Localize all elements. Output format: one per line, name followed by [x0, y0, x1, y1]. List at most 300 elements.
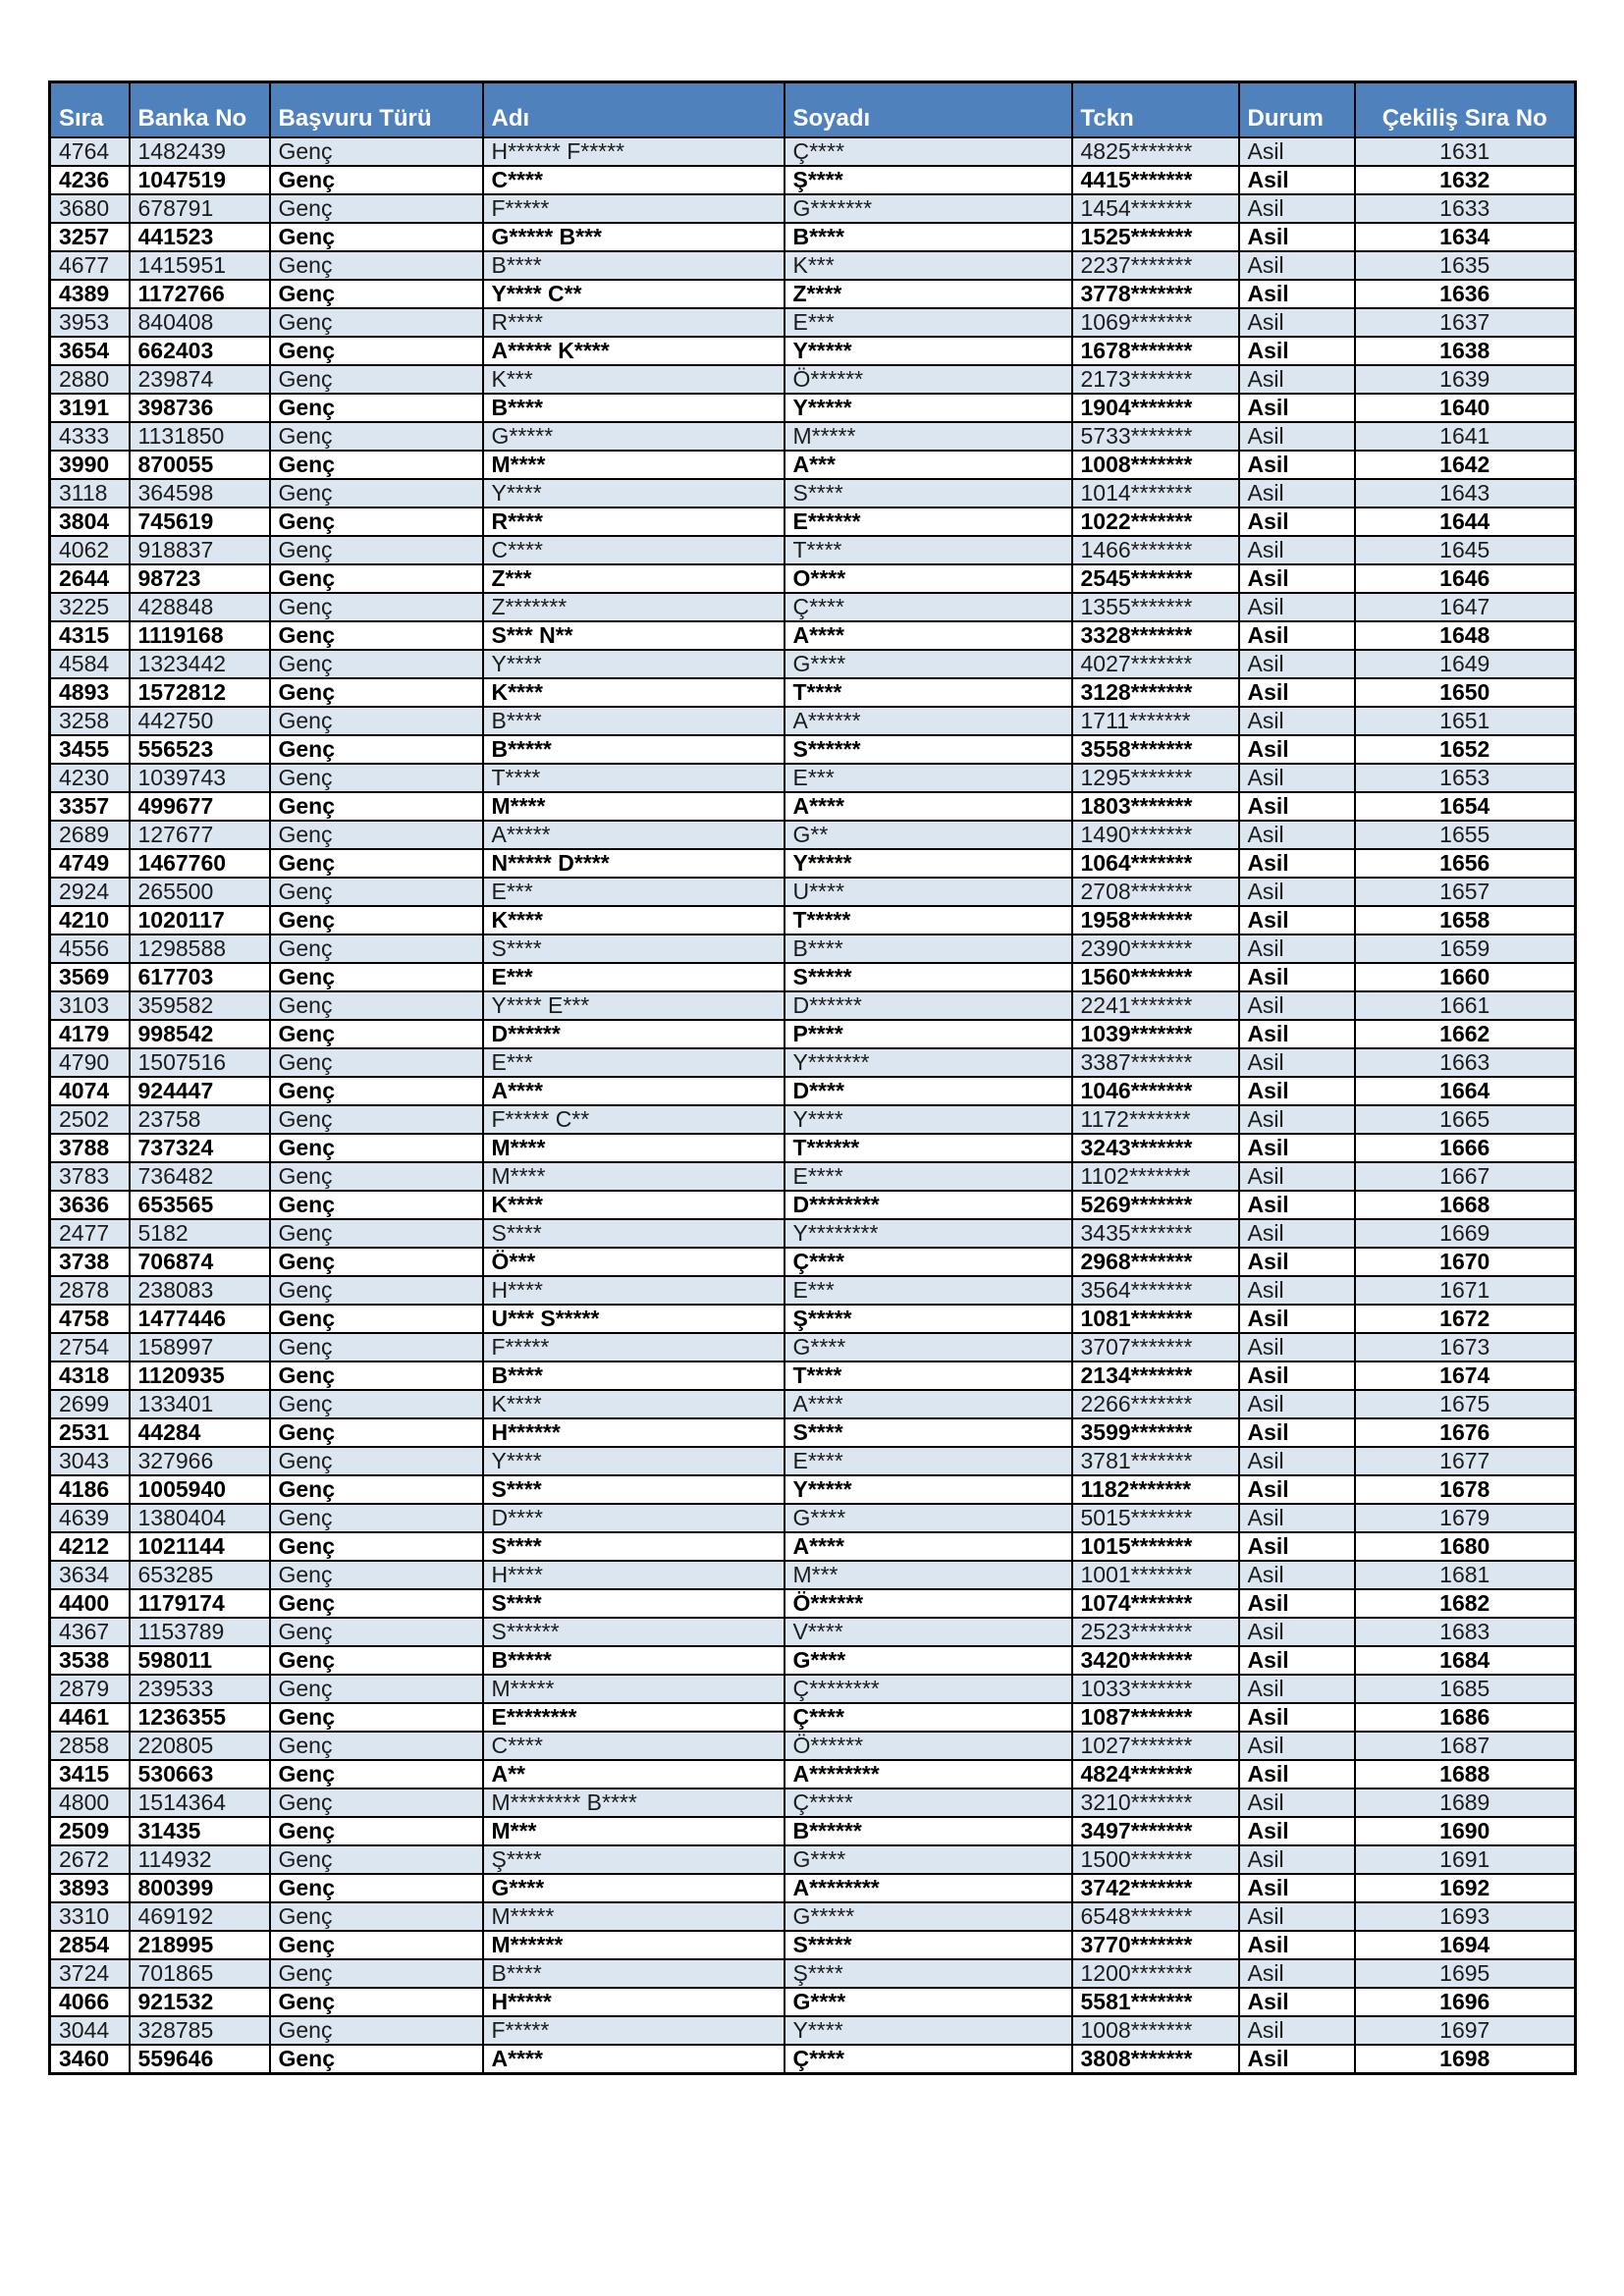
cell-tckn: 3128******* [1072, 678, 1239, 707]
cell-banka-no: 559646 [130, 2045, 270, 2074]
cell-adi: E*** [483, 963, 785, 991]
table-row [50, 764, 1576, 792]
cell-banka-no: 530663 [130, 1760, 270, 1789]
cell-adi: S**** [483, 1475, 785, 1504]
cell-sira: 4800 [50, 1789, 130, 1817]
cell-banka-no: 662403 [130, 337, 270, 365]
cell-durum: Asil [1239, 394, 1355, 422]
cell-basvuru-turu: Genç [270, 1447, 483, 1475]
cell-soyadi: Ş**** [785, 1959, 1072, 1988]
cell-adi: M**** [483, 792, 785, 821]
cell-adi: K*** [483, 365, 785, 394]
table-row [50, 1020, 1576, 1048]
table-row [50, 1362, 1576, 1390]
cell-basvuru-turu: Genç [270, 564, 483, 593]
cell-basvuru-turu: Genç [270, 1817, 483, 1845]
cell-banka-no: 1047519 [130, 166, 270, 194]
cell-banka-no: 218995 [130, 1931, 270, 1959]
cell-adi: R**** [483, 308, 785, 337]
cell-basvuru-turu: Genç [270, 1248, 483, 1276]
table-row [50, 1703, 1576, 1732]
cell-sira: 2477 [50, 1219, 130, 1248]
cell-sira: 3225 [50, 593, 130, 621]
table-row [50, 280, 1576, 308]
table-row [50, 821, 1576, 849]
cell-durum: Asil [1239, 507, 1355, 536]
table-row [50, 1817, 1576, 1845]
table-row [50, 1646, 1576, 1675]
cell-basvuru-turu: Genç [270, 678, 483, 707]
cell-soyadi: M*** [785, 1561, 1072, 1589]
cell-adi: C**** [483, 166, 785, 194]
table-row [50, 536, 1576, 564]
cell-soyadi: E*** [785, 764, 1072, 792]
cell-cekilis-sira-no: 1645 [1355, 536, 1576, 564]
cell-basvuru-turu: Genç [270, 1390, 483, 1418]
cell-banka-no: 1380404 [130, 1504, 270, 1532]
cell-adi: H****** F***** [483, 137, 785, 166]
cell-basvuru-turu: Genç [270, 251, 483, 280]
cell-basvuru-turu: Genç [270, 1561, 483, 1589]
table-row [50, 906, 1576, 934]
cell-soyadi: E**** [785, 1447, 1072, 1475]
cell-cekilis-sira-no: 1681 [1355, 1561, 1576, 1589]
table-row [50, 1475, 1576, 1504]
cell-soyadi: O**** [785, 564, 1072, 593]
cell-sira: 4677 [50, 251, 130, 280]
cell-adi: M**** [483, 1162, 785, 1191]
cell-tckn: 5581******* [1072, 1988, 1239, 2016]
cell-adi: D****** [483, 1020, 785, 1048]
cell-basvuru-turu: Genç [270, 1874, 483, 1902]
cell-basvuru-turu: Genç [270, 1532, 483, 1561]
cell-basvuru-turu: Genç [270, 2016, 483, 2045]
table-row [50, 1675, 1576, 1703]
cell-basvuru-turu: Genç [270, 1675, 483, 1703]
cell-cekilis-sira-no: 1643 [1355, 479, 1576, 507]
cell-durum: Asil [1239, 1418, 1355, 1447]
cell-cekilis-sira-no: 1653 [1355, 764, 1576, 792]
table-row [50, 1789, 1576, 1817]
cell-basvuru-turu: Genç [270, 223, 483, 251]
cell-cekilis-sira-no: 1678 [1355, 1475, 1576, 1504]
cell-cekilis-sira-no: 1691 [1355, 1845, 1576, 1874]
cell-cekilis-sira-no: 1646 [1355, 564, 1576, 593]
cell-tckn: 4825******* [1072, 137, 1239, 166]
cell-cekilis-sira-no: 1648 [1355, 621, 1576, 650]
cell-basvuru-turu: Genç [270, 1902, 483, 1931]
cell-soyadi: Ö****** [785, 1589, 1072, 1618]
cell-cekilis-sira-no: 1696 [1355, 1988, 1576, 2016]
cell-banka-no: 328785 [130, 2016, 270, 2045]
cell-cekilis-sira-no: 1656 [1355, 849, 1576, 878]
cell-sira: 3103 [50, 991, 130, 1020]
cell-soyadi: A**** [785, 792, 1072, 821]
cell-sira: 4639 [50, 1504, 130, 1532]
cell-durum: Asil [1239, 308, 1355, 337]
cell-cekilis-sira-no: 1662 [1355, 1020, 1576, 1048]
cell-cekilis-sira-no: 1692 [1355, 1874, 1576, 1902]
cell-durum: Asil [1239, 1703, 1355, 1732]
cell-durum: Asil [1239, 2016, 1355, 2045]
cell-basvuru-turu: Genç [270, 764, 483, 792]
cell-soyadi: A**** [785, 1532, 1072, 1561]
cell-banka-no: 706874 [130, 1248, 270, 1276]
cell-sira: 2854 [50, 1931, 130, 1959]
cell-banka-no: 327966 [130, 1447, 270, 1475]
cell-soyadi: V**** [785, 1618, 1072, 1646]
cell-banka-no: 1005940 [130, 1475, 270, 1504]
cell-sira: 4893 [50, 678, 130, 707]
cell-banka-no: 556523 [130, 735, 270, 764]
cell-sira: 4367 [50, 1618, 130, 1646]
cell-sira: 3310 [50, 1902, 130, 1931]
cell-cekilis-sira-no: 1644 [1355, 507, 1576, 536]
cell-sira: 3990 [50, 451, 130, 479]
cell-soyadi: Y***** [785, 849, 1072, 878]
cell-basvuru-turu: Genç [270, 479, 483, 507]
cell-cekilis-sira-no: 1634 [1355, 223, 1576, 251]
cell-durum: Asil [1239, 536, 1355, 564]
cell-basvuru-turu: Genç [270, 337, 483, 365]
cell-cekilis-sira-no: 1660 [1355, 963, 1576, 991]
cell-adi: C**** [483, 536, 785, 564]
cell-tckn: 3558******* [1072, 735, 1239, 764]
table-row [50, 166, 1576, 194]
cell-cekilis-sira-no: 1647 [1355, 593, 1576, 621]
cell-soyadi: B**** [785, 934, 1072, 963]
cell-basvuru-turu: Genç [270, 707, 483, 735]
cell-tckn: 1022******* [1072, 507, 1239, 536]
cell-banka-no: 158997 [130, 1333, 270, 1362]
cell-sira: 2858 [50, 1732, 130, 1760]
cell-tckn: 4415******* [1072, 166, 1239, 194]
cell-banka-no: 44284 [130, 1418, 270, 1447]
cell-soyadi: S**** [785, 479, 1072, 507]
cell-banka-no: 840408 [130, 308, 270, 337]
cell-basvuru-turu: Genç [270, 1789, 483, 1817]
cell-soyadi: E*** [785, 308, 1072, 337]
cell-banka-no: 1153789 [130, 1618, 270, 1646]
cell-adi: M****** [483, 1931, 785, 1959]
cell-tckn: 1033******* [1072, 1675, 1239, 1703]
cell-soyadi: Y**** [785, 1105, 1072, 1134]
cell-basvuru-turu: Genç [270, 422, 483, 451]
cell-basvuru-turu: Genç [270, 1362, 483, 1390]
cell-banka-no: 398736 [130, 394, 270, 422]
cell-banka-no: 1120935 [130, 1362, 270, 1390]
cell-soyadi: S***** [785, 1931, 1072, 1959]
cell-tckn: 1490******* [1072, 821, 1239, 849]
cell-adi: F***** [483, 2016, 785, 2045]
cell-banka-no: 1179174 [130, 1589, 270, 1618]
cell-tckn: 1711******* [1072, 707, 1239, 735]
cell-cekilis-sira-no: 1688 [1355, 1760, 1576, 1789]
table-row [50, 308, 1576, 337]
cell-tckn: 1172******* [1072, 1105, 1239, 1134]
cell-adi: D**** [483, 1504, 785, 1532]
cell-banka-no: 1415951 [130, 251, 270, 280]
cell-tckn: 1182******* [1072, 1475, 1239, 1504]
table-row [50, 1390, 1576, 1418]
cell-basvuru-turu: Genç [270, 451, 483, 479]
cell-durum: Asil [1239, 1048, 1355, 1077]
cell-basvuru-turu: Genç [270, 821, 483, 849]
cell-durum: Asil [1239, 2045, 1355, 2074]
cell-sira: 4210 [50, 906, 130, 934]
table-row [50, 963, 1576, 991]
cell-adi: M***** [483, 1902, 785, 1931]
cell-tckn: 2523******* [1072, 1618, 1239, 1646]
cell-adi: Y**** [483, 479, 785, 507]
cell-durum: Asil [1239, 906, 1355, 934]
cell-durum: Asil [1239, 479, 1355, 507]
cell-cekilis-sira-no: 1651 [1355, 707, 1576, 735]
cell-cekilis-sira-no: 1650 [1355, 678, 1576, 707]
cell-soyadi: E****** [785, 507, 1072, 536]
cell-soyadi: Z**** [785, 280, 1072, 308]
cell-basvuru-turu: Genç [270, 1618, 483, 1646]
cell-adi: K**** [483, 1390, 785, 1418]
header-row [50, 82, 1576, 138]
cell-soyadi: T***** [785, 906, 1072, 934]
cell-sira: 3357 [50, 792, 130, 821]
cell-banka-no: 114932 [130, 1845, 270, 1874]
cell-basvuru-turu: Genç [270, 963, 483, 991]
cell-tckn: 4824******* [1072, 1760, 1239, 1789]
table-row [50, 1048, 1576, 1077]
cell-banka-no: 133401 [130, 1390, 270, 1418]
cell-basvuru-turu: Genç [270, 394, 483, 422]
table-row [50, 707, 1576, 735]
cell-sira: 3738 [50, 1248, 130, 1276]
cell-basvuru-turu: Genç [270, 1732, 483, 1760]
cell-soyadi: Ç**** [785, 2045, 1072, 2074]
cell-soyadi: G**** [785, 1845, 1072, 1874]
cell-banka-no: 870055 [130, 451, 270, 479]
cell-soyadi: S**** [785, 1418, 1072, 1447]
table-row [50, 621, 1576, 650]
cell-cekilis-sira-no: 1690 [1355, 1817, 1576, 1845]
cell-sira: 2502 [50, 1105, 130, 1134]
cell-adi: G***** [483, 422, 785, 451]
cell-durum: Asil [1239, 1162, 1355, 1191]
cell-banka-no: 800399 [130, 1874, 270, 1902]
cell-sira: 3043 [50, 1447, 130, 1475]
cell-basvuru-turu: Genç [270, 1219, 483, 1248]
cell-tckn: 1069******* [1072, 308, 1239, 337]
cell-tckn: 1295******* [1072, 764, 1239, 792]
cell-banka-no: 239533 [130, 1675, 270, 1703]
cell-tckn: 4027******* [1072, 650, 1239, 678]
cell-durum: Asil [1239, 650, 1355, 678]
cell-banka-no: 1131850 [130, 422, 270, 451]
cell-cekilis-sira-no: 1674 [1355, 1362, 1576, 1390]
cell-soyadi: S****** [785, 735, 1072, 764]
table-row [50, 991, 1576, 1020]
cell-adi: S**** [483, 934, 785, 963]
cell-durum: Asil [1239, 1618, 1355, 1646]
cell-tckn: 2545******* [1072, 564, 1239, 593]
cekilis-listesi-table [48, 80, 1577, 2075]
table-row [50, 1333, 1576, 1362]
cell-cekilis-sira-no: 1638 [1355, 337, 1576, 365]
cell-durum: Asil [1239, 280, 1355, 308]
cell-tckn: 1014******* [1072, 479, 1239, 507]
table-row [50, 1618, 1576, 1646]
table-row [50, 194, 1576, 223]
table-row [50, 1219, 1576, 1248]
cell-tckn: 3742******* [1072, 1874, 1239, 1902]
cell-durum: Asil [1239, 1219, 1355, 1248]
cell-tckn: 3564******* [1072, 1276, 1239, 1305]
cell-soyadi: Ş***** [785, 1305, 1072, 1333]
cell-adi: T**** [483, 764, 785, 792]
cell-cekilis-sira-no: 1664 [1355, 1077, 1576, 1105]
cell-banka-no: 653565 [130, 1191, 270, 1219]
cell-tckn: 1525******* [1072, 223, 1239, 251]
cell-tckn: 3599******* [1072, 1418, 1239, 1447]
cell-cekilis-sira-no: 1677 [1355, 1447, 1576, 1475]
cell-durum: Asil [1239, 137, 1355, 166]
cell-soyadi: T**** [785, 1362, 1072, 1390]
table-row [50, 1732, 1576, 1760]
cell-soyadi: A****** [785, 707, 1072, 735]
cell-basvuru-turu: Genç [270, 1305, 483, 1333]
cell-cekilis-sira-no: 1671 [1355, 1276, 1576, 1305]
cell-adi: A** [483, 1760, 785, 1789]
cell-soyadi: P**** [785, 1020, 1072, 1048]
cell-adi: K**** [483, 906, 785, 934]
table-row [50, 507, 1576, 536]
cell-basvuru-turu: Genç [270, 621, 483, 650]
cell-sira: 3788 [50, 1134, 130, 1162]
cell-banka-no: 617703 [130, 963, 270, 991]
cell-sira: 4179 [50, 1020, 130, 1048]
cell-cekilis-sira-no: 1642 [1355, 451, 1576, 479]
cell-durum: Asil [1239, 1532, 1355, 1561]
cell-cekilis-sira-no: 1673 [1355, 1333, 1576, 1362]
table-row [50, 735, 1576, 764]
cell-adi: E*** [483, 878, 785, 906]
table-row [50, 1447, 1576, 1475]
cell-sira: 3783 [50, 1162, 130, 1191]
cell-adi: B**** [483, 1362, 785, 1390]
cell-sira: 4236 [50, 166, 130, 194]
cell-cekilis-sira-no: 1635 [1355, 251, 1576, 280]
cell-sira: 3953 [50, 308, 130, 337]
table-row [50, 365, 1576, 394]
table-row [50, 564, 1576, 593]
cell-adi: C**** [483, 1732, 785, 1760]
cell-soyadi: G**** [785, 1988, 1072, 2016]
cell-durum: Asil [1239, 1675, 1355, 1703]
cell-adi: S**** [483, 1219, 785, 1248]
table-row [50, 1191, 1576, 1219]
table-row [50, 1162, 1576, 1191]
cell-adi: M******** B**** [483, 1789, 785, 1817]
cell-banka-no: 220805 [130, 1732, 270, 1760]
cell-banka-no: 1514364 [130, 1789, 270, 1817]
cell-basvuru-turu: Genç [270, 878, 483, 906]
cell-soyadi: G** [785, 821, 1072, 849]
cell-adi: F***** [483, 1333, 785, 1362]
cell-soyadi: Ö****** [785, 1732, 1072, 1760]
cell-tckn: 1454******* [1072, 194, 1239, 223]
cell-tckn: 5015******* [1072, 1504, 1239, 1532]
cell-soyadi: Ç***** [785, 1789, 1072, 1817]
cell-adi: Ö*** [483, 1248, 785, 1276]
cell-tckn: 2134******* [1072, 1362, 1239, 1390]
cell-adi: A***** [483, 821, 785, 849]
table-row [50, 337, 1576, 365]
cell-durum: Asil [1239, 963, 1355, 991]
cell-adi: S**** [483, 1589, 785, 1618]
cell-soyadi: Ö****** [785, 365, 1072, 394]
cell-durum: Asil [1239, 991, 1355, 1020]
cell-adi: K**** [483, 1191, 785, 1219]
cell-soyadi: Y***** [785, 1475, 1072, 1504]
column-header-durum: Durum [1239, 82, 1355, 138]
column-header-sira: Sıra [50, 82, 130, 138]
cell-durum: Asil [1239, 1134, 1355, 1162]
cell-banka-no: 737324 [130, 1134, 270, 1162]
cell-banka-no: 1323442 [130, 650, 270, 678]
cell-banka-no: 1477446 [130, 1305, 270, 1333]
table-row [50, 1305, 1576, 1333]
cell-sira: 4066 [50, 1988, 130, 2016]
cell-durum: Asil [1239, 166, 1355, 194]
cell-durum: Asil [1239, 1789, 1355, 1817]
cell-cekilis-sira-no: 1682 [1355, 1589, 1576, 1618]
cell-sira: 3893 [50, 1874, 130, 1902]
cell-durum: Asil [1239, 849, 1355, 878]
cell-durum: Asil [1239, 821, 1355, 849]
cell-basvuru-turu: Genç [270, 166, 483, 194]
column-header-tckn: Tckn [1072, 82, 1239, 138]
cell-basvuru-turu: Genç [270, 1191, 483, 1219]
cell-sira: 2699 [50, 1390, 130, 1418]
cell-cekilis-sira-no: 1649 [1355, 650, 1576, 678]
cell-tckn: 3781******* [1072, 1447, 1239, 1475]
cell-basvuru-turu: Genç [270, 507, 483, 536]
cell-sira: 3538 [50, 1646, 130, 1675]
table-row [50, 1959, 1576, 1988]
cell-adi: F***** C** [483, 1105, 785, 1134]
cell-tckn: 1958******* [1072, 906, 1239, 934]
cell-banka-no: 127677 [130, 821, 270, 849]
cell-tckn: 3328******* [1072, 621, 1239, 650]
cell-cekilis-sira-no: 1636 [1355, 280, 1576, 308]
cell-soyadi: G**** [785, 1333, 1072, 1362]
cell-durum: Asil [1239, 1475, 1355, 1504]
cell-sira: 4584 [50, 650, 130, 678]
cell-soyadi: A******** [785, 1760, 1072, 1789]
cell-durum: Asil [1239, 564, 1355, 593]
cell-tckn: 1087******* [1072, 1703, 1239, 1732]
table-row [50, 479, 1576, 507]
table-row [50, 1105, 1576, 1134]
cell-banka-no: 678791 [130, 194, 270, 223]
cell-basvuru-turu: Genç [270, 1105, 483, 1134]
cell-cekilis-sira-no: 1685 [1355, 1675, 1576, 1703]
cell-soyadi: D**** [785, 1077, 1072, 1105]
cell-tckn: 2390******* [1072, 934, 1239, 963]
cell-tckn: 1904******* [1072, 394, 1239, 422]
cell-durum: Asil [1239, 1105, 1355, 1134]
cell-tckn: 5733******* [1072, 422, 1239, 451]
cell-soyadi: A**** [785, 621, 1072, 650]
